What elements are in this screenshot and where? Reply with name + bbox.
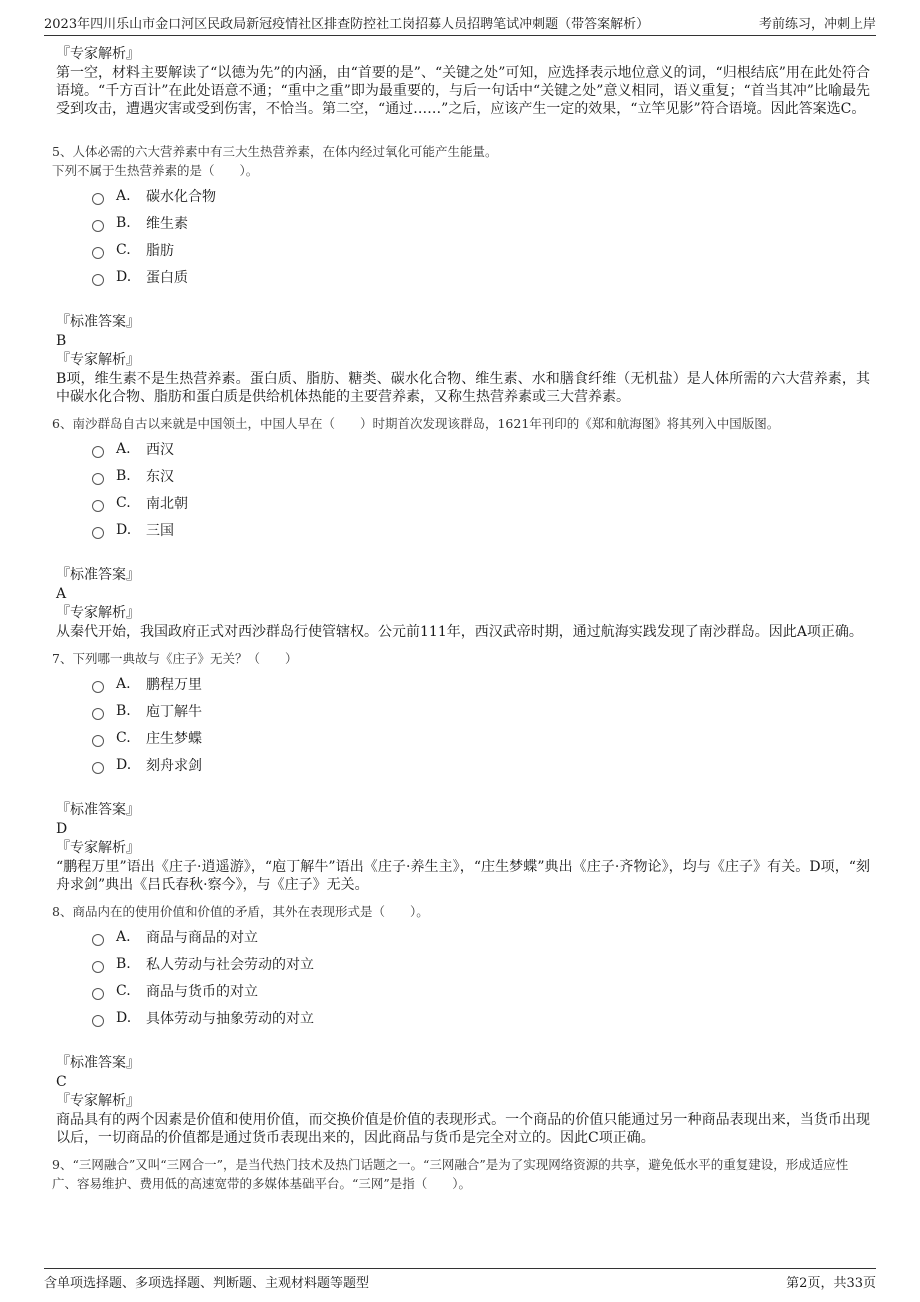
- option-text: 鹏程万里: [146, 676, 202, 693]
- option-b[interactable]: [92, 462, 870, 489]
- option-c[interactable]: [92, 977, 870, 1004]
- analysis-label: 『专家解析』: [56, 605, 140, 621]
- option-a[interactable]: [92, 435, 870, 462]
- radio-icon[interactable]: [92, 1015, 104, 1027]
- question-stem: 8、商品内在的使用价值和价值的矛盾，其外在表现形式是（ ）。: [52, 904, 429, 919]
- option-b[interactable]: [92, 950, 870, 977]
- option-list: [92, 435, 870, 543]
- analysis-text: “鹏程万里”语出《庄子·逍遥游》，“庖丁解牛”语出《庄子·养生主》，“庄生梦蝶”典出《庄子·齐物论》，均与《庄子》有关。D项，“刻舟求剑”典出《吕氏春秋·察今》，与《庄子》无关。: [56, 859, 870, 893]
- option-d[interactable]: [92, 263, 870, 290]
- question-stem: 5、人体必需的六大营养素中有三大生热营养素，在体内经过氧化可能产生能量。: [52, 144, 498, 159]
- option-a[interactable]: [92, 923, 870, 950]
- radio-icon[interactable]: [92, 193, 104, 205]
- radio-icon[interactable]: [92, 762, 104, 774]
- question-8: [52, 902, 870, 1147]
- option-letter: C.: [116, 982, 131, 999]
- radio-icon[interactable]: [92, 708, 104, 720]
- answer-value: A: [56, 586, 67, 602]
- radio-icon[interactable]: [92, 446, 104, 458]
- answer-label: 『标准答案』: [56, 802, 140, 818]
- option-letter: D.: [116, 268, 132, 285]
- option-d[interactable]: [92, 516, 870, 543]
- radio-icon[interactable]: [92, 500, 104, 512]
- option-text: 维生素: [146, 215, 188, 232]
- page-header: [44, 10, 876, 36]
- answer-label: 『标准答案』: [56, 314, 140, 330]
- page-content: [52, 44, 870, 1193]
- option-letter: D.: [116, 1009, 132, 1026]
- analysis-label: 『专家解析』: [56, 352, 140, 368]
- option-letter: B.: [116, 214, 131, 231]
- analysis-label: 『专家解析』: [56, 840, 140, 856]
- option-text: 私人劳动与社会劳动的对立: [146, 956, 314, 973]
- analysis-text: 商品具有的两个因素是价值和使用价值，而交换价值是价值的表现形式。一个商品的价值只能通过另一种商品表现出来，当货币出现以后，一切商品的价值都是通过货币表现出来的，因此商品与货币是完全对立的。因此C项正确。: [56, 1112, 870, 1146]
- radio-icon[interactable]: [92, 220, 104, 232]
- radio-icon[interactable]: [92, 934, 104, 946]
- option-text: 刻舟求剑: [146, 757, 202, 774]
- option-text: 商品与商品的对立: [146, 929, 258, 946]
- option-letter: B.: [116, 467, 131, 484]
- option-letter: A.: [116, 675, 131, 692]
- page-number: 第2页，共33页: [786, 1275, 876, 1291]
- question-stem: 6、南沙群岛自古以来就是中国领土，中国人早在（ ）时期首次发现该群岛，1621年刊印的《郑和航海图》将其列入中国版图。: [52, 416, 780, 431]
- option-b[interactable]: [92, 697, 870, 724]
- answer-label: 『标准答案』: [56, 1055, 140, 1071]
- option-list: [92, 670, 870, 778]
- radio-icon[interactable]: [92, 274, 104, 286]
- option-a[interactable]: [92, 182, 870, 209]
- option-d[interactable]: [92, 751, 870, 778]
- page-footer: [44, 1268, 876, 1293]
- option-text: 庄生梦蝶: [146, 730, 202, 747]
- option-text: 南北朝: [146, 495, 188, 512]
- option-text: 碳水化合物: [146, 188, 216, 205]
- answer-value: D: [56, 821, 68, 837]
- header-slogan: 考前练习，冲刺上岸: [758, 17, 876, 32]
- option-text: 脂肪: [146, 242, 174, 259]
- analysis-label: 『专家解析』: [56, 46, 140, 62]
- option-letter: A.: [116, 187, 131, 204]
- option-letter: C.: [116, 729, 131, 746]
- question-5: [52, 142, 870, 406]
- question-stem-line2: 下列不属于生热营养素的是（ ）。: [52, 163, 259, 178]
- option-letter: D.: [116, 521, 132, 538]
- option-text: 具体劳动与抽象劳动的对立: [146, 1010, 314, 1027]
- radio-icon[interactable]: [92, 988, 104, 1000]
- option-a[interactable]: [92, 670, 870, 697]
- option-c[interactable]: [92, 236, 870, 263]
- radio-icon[interactable]: [92, 961, 104, 973]
- option-text: 西汉: [146, 441, 174, 458]
- option-c[interactable]: [92, 489, 870, 516]
- question-stem: 7、下列哪一典故与《庄子》无关？（ ）: [52, 651, 298, 666]
- option-b[interactable]: [92, 209, 870, 236]
- footer-question-types: 含单项选择题、多项选择题、判断题、主观材料题等题型: [44, 1275, 370, 1291]
- answer-label: 『标准答案』: [56, 567, 140, 583]
- option-text: 蛋白质: [146, 269, 188, 286]
- option-letter: A.: [116, 928, 131, 945]
- radio-icon[interactable]: [92, 247, 104, 259]
- radio-icon[interactable]: [92, 681, 104, 693]
- analysis-text: 第一空，材料主要解读了“以德为先”的内涵，由“首要的是”、“关键之处”可知，应选择表示地位意义的词，“归根结底”用在此处符合语境。“千方百计”在此处语意不通；“重中之重”即为最重要的，与后一句话中“关键之处”意义相同，语义重复；“首当其冲”比喻最先受到攻击，遭遇灾害或受到伤害，不恰当。第二空，“通过……”之后，应该产生一定的效果，“立竿见影”符合语境。因此答案选C。: [56, 65, 870, 117]
- question-9-stem: 9、“三网融合”又叫“三网合一”，是当代热门技术及热门话题之一。“三网融合”是为了实现网络资源的共享，避免低水平的重复建设，形成适应性广、容易维护、费用低的高速宽带的多媒体基础平台。“三网”是指（ ）。: [52, 1157, 849, 1191]
- document-title: 2023年四川乐山市金口河区民政局新冠疫情社区排查防控社工岗招募人员招聘笔试冲刺题（带答案解析）: [44, 17, 650, 32]
- option-text: 三国: [146, 522, 174, 539]
- option-letter: D.: [116, 756, 132, 773]
- option-letter: C.: [116, 494, 131, 511]
- option-text: 商品与货币的对立: [146, 983, 258, 1000]
- option-letter: A.: [116, 440, 131, 457]
- option-d[interactable]: [92, 1004, 870, 1031]
- option-text: 庖丁解牛: [146, 703, 202, 720]
- answer-value: C: [56, 1074, 67, 1090]
- option-text: 东汉: [146, 468, 174, 485]
- radio-icon[interactable]: [92, 473, 104, 485]
- option-letter: B.: [116, 702, 131, 719]
- option-c[interactable]: [92, 724, 870, 751]
- option-letter: B.: [116, 955, 131, 972]
- radio-icon[interactable]: [92, 735, 104, 747]
- answer-value: B: [56, 333, 67, 349]
- option-letter: C.: [116, 241, 131, 258]
- question-7: [52, 649, 870, 894]
- analysis-text: B项，维生素不是生热营养素。蛋白质、脂肪、糖类、碳水化合物、维生素、水和膳食纤维（无机盐）是人体所需的六大营养素，其中碳水化合物、脂肪和蛋白质是供给机体热能的主要营养素，又称生热营养素或三大营养素。: [56, 371, 870, 405]
- question-6: [52, 414, 870, 641]
- analysis-text: 从秦代开始，我国政府正式对西沙群岛行使管辖权。公元前111年，西汉武帝时期，通过航海实践发现了南沙群岛。因此A项正确。: [56, 624, 863, 640]
- analysis-label: 『专家解析』: [56, 1093, 140, 1109]
- option-list: [92, 182, 870, 290]
- radio-icon[interactable]: [92, 527, 104, 539]
- option-list: [92, 923, 870, 1031]
